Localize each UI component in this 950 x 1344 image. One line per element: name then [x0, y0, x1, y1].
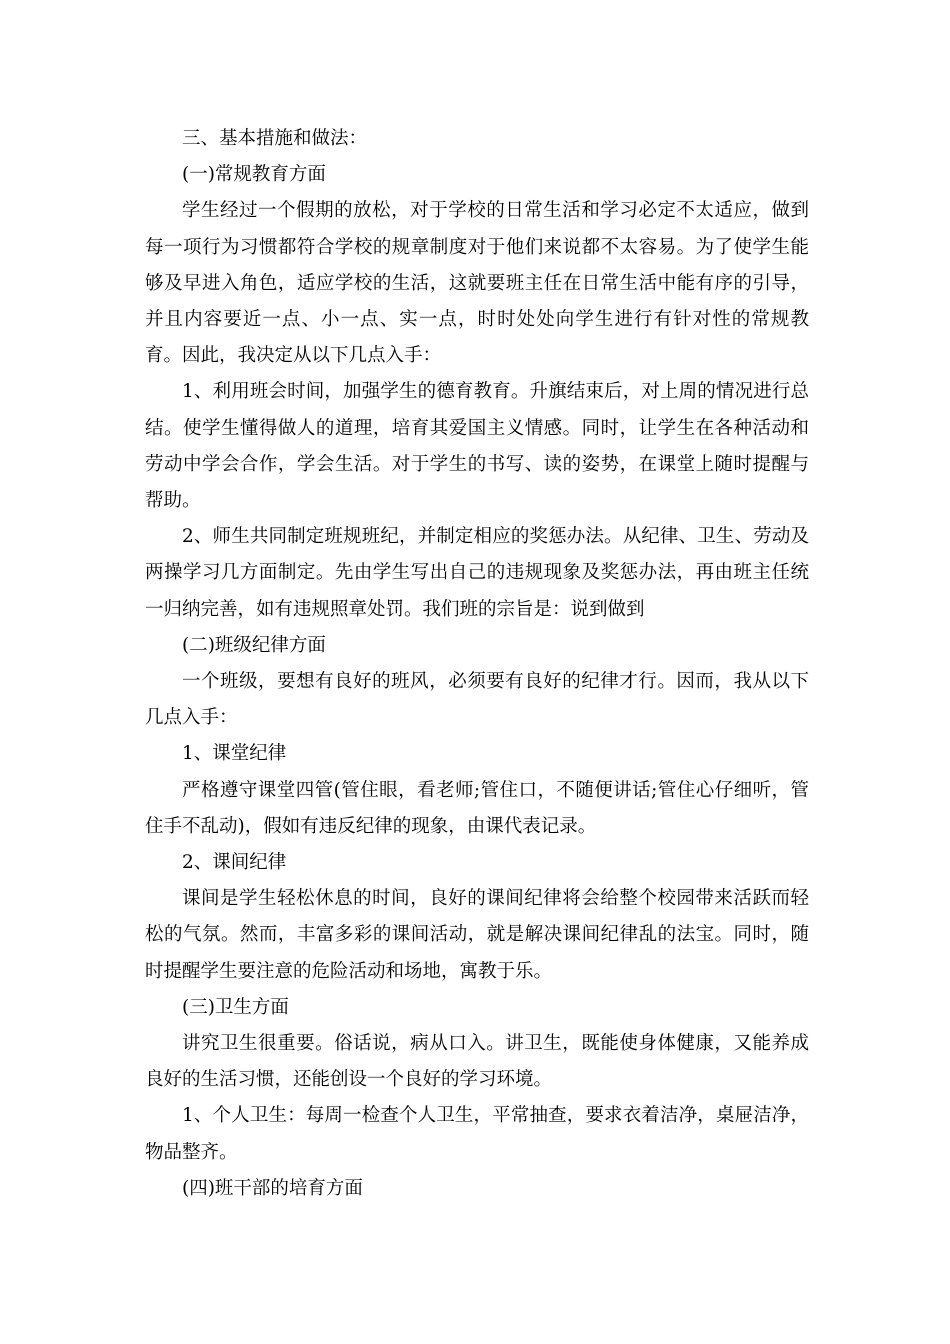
section-heading: 三、基本措施和做法：: [182, 128, 368, 149]
body-paragraph: 讲究卫生很重要。俗话说，病从口入。讲卫生，既能使身体健康，又能养成良好的生活习惯，还能创设一个良好的学习环境。: [145, 1033, 809, 1091]
subsection-heading: (二)班级纪律方面: [182, 634, 326, 656]
list-item: 1、个人卫生：每周一检查个人卫生，平常抽查，要求衣着洁净，桌屉洁净，物品整齐。: [145, 1105, 809, 1163]
subsection-heading: (四)班干部的培育方面: [182, 1177, 363, 1199]
document-body: [145, 121, 809, 1207]
list-item: 1、利用班会时间，加强学生的德育教育。升旗结束后，对上周的情况进行总结。使学生懂得做人的道理，培育其爱国主义情感。同时，让学生在各种活动和劳动中学会合作，学会生活。对于学生的书写、读的姿势，在课堂上随时提醒与帮助。: [145, 381, 809, 512]
item-heading: 1、课堂纪律: [182, 743, 287, 765]
subsection-heading: (三)卫生方面: [182, 996, 289, 1018]
body-paragraph: 严格遵守课堂四管(管住眼，看老师;管住口，不随便讲话;管住心仔细听，管住手不乱动)，假如有违反纪律的现象，由课代表记录。: [145, 779, 809, 837]
list-item: 2、师生共同制定班规班纪，并制定相应的奖惩办法。从纪律、卫生、劳动及两操学习几方面制定。先由学生写出自己的违规现象及奖惩办法，再由班主任统一归纳完善，如有违规照章处罚。我们班的宗旨是：说到做到: [145, 526, 809, 620]
subsection-heading: (一)常规教育方面: [182, 164, 326, 186]
item-heading: 2、课间纪律: [182, 852, 287, 874]
body-paragraph: 课间是学生轻松休息的时间，良好的课间纪律将会给整个校园带来活跃而轻松的气氛。然而，丰富多彩的课间活动，就是解决课间纪律乱的法宝。同时，随时提醒学生要注意的危险活动和场地，寓教于乐。: [145, 888, 809, 982]
body-paragraph: 一个班级，要想有良好的班风，必须要有良好的纪律才行。因而，我从以下几点入手：: [145, 671, 809, 729]
body-paragraph: 学生经过一个假期的放松，对于学校的日常生活和学习必定不太适应，做到每一项行为习惯都符合学校的规章制度对于他们来说都不太容易。为了使学生能够及早进入角色，适应学校的生活，这就要班主任在日常生活中能有序的引导，并且内容要近一点、小一点、实一点，时时处处向学生进行有针对性的常规教育。因此，我决定从以下几点入手：: [145, 200, 809, 367]
